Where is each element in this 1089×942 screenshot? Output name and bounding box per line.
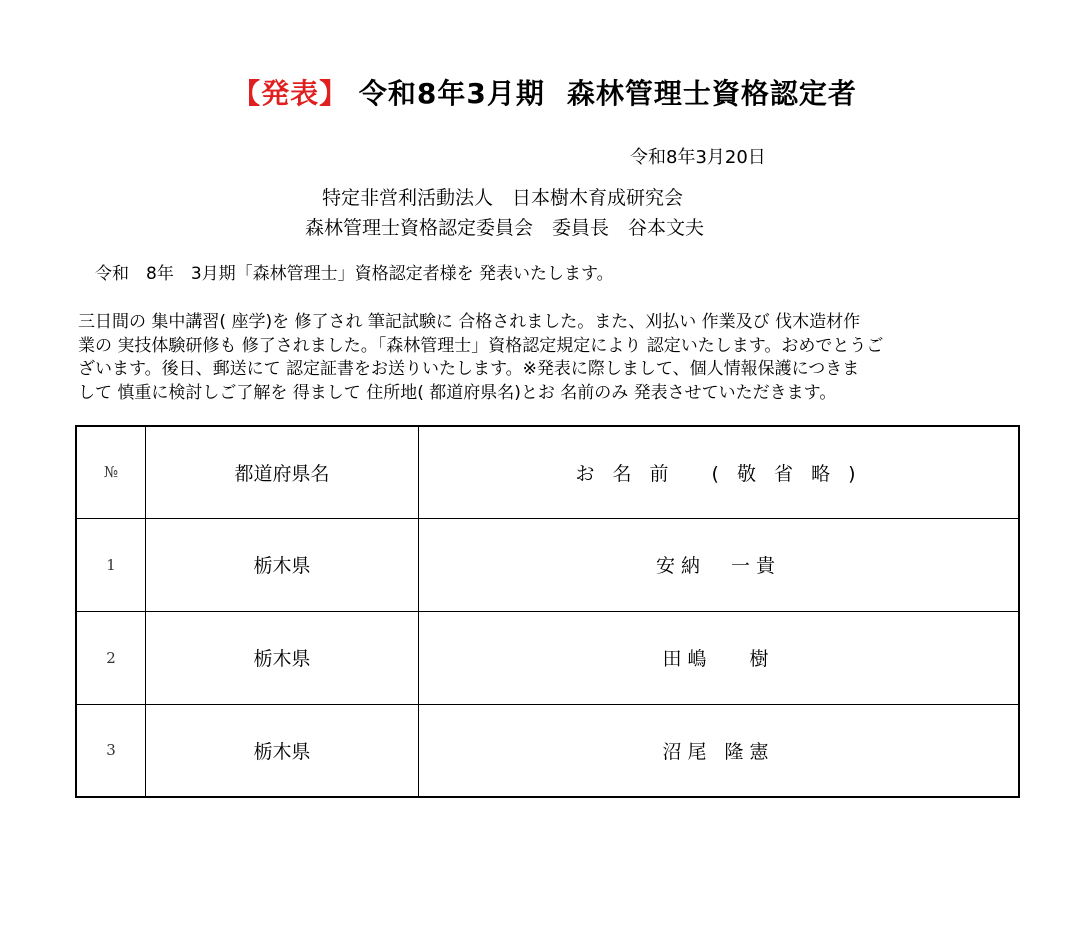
body-line: ざいます。後日、郵送にて 認定証書をお送りいたします。※発表に際しまして、個人情報保護につきま — [78, 359, 860, 379]
intro-text: 令和 8年 3月期「森林管理士」資格認定者様を 発表いたします。 — [95, 264, 614, 284]
title-subject: 森林管理士資格認定者 — [566, 77, 857, 110]
certified-list-table — [75, 425, 1020, 798]
table-row — [76, 518, 1019, 611]
announcement-date: 令和8年3月20日 — [630, 147, 766, 168]
row-no: 3 — [76, 704, 146, 797]
header-name: お 名 前 ( 敬 省 略 ) — [419, 426, 1020, 518]
table-header-row — [76, 426, 1019, 518]
page-title — [0, 72, 1089, 112]
body-line: 三日間の 集中講習( 座学)を 修了され 筆記試験に 合格されました。また、刈払い 作業及び 伐木造材作 — [78, 312, 861, 332]
row-name: 沼尾 隆憲 — [419, 704, 1020, 797]
row-name: 安納 一貴 — [419, 518, 1020, 611]
body-line: 業の 実技体験研修も 修了されました。「森林管理士」資格認定規定により 認定いたします。おめでとうご — [78, 335, 884, 356]
row-prefecture: 栃木県 — [146, 518, 419, 611]
table-row — [76, 704, 1019, 797]
title-period: 令和8年3月期 — [358, 77, 545, 110]
table-row — [76, 611, 1019, 704]
row-no: 2 — [76, 611, 146, 704]
row-prefecture: 栃木県 — [146, 611, 419, 704]
row-prefecture: 栃木県 — [146, 704, 419, 797]
body-paragraph — [78, 311, 1038, 405]
organization-name: 特定非営利活動法人 日本樹木育成研究会 — [322, 187, 684, 209]
row-no: 1 — [76, 518, 146, 611]
row-name: 田嶋 樹 — [419, 611, 1020, 704]
body-line: して 慎重に検討しご了解を 得まして 住所地( 都道府県名)とお 名前のみ 発表させていただきます。 — [78, 382, 837, 403]
header-no: № — [76, 426, 146, 518]
header-prefecture: 都道府県名 — [146, 426, 419, 518]
committee-chair: 森林管理士資格認定委員会 委員長 谷本文夫 — [305, 217, 705, 239]
announcement-tag: 【発表】 — [232, 77, 349, 110]
